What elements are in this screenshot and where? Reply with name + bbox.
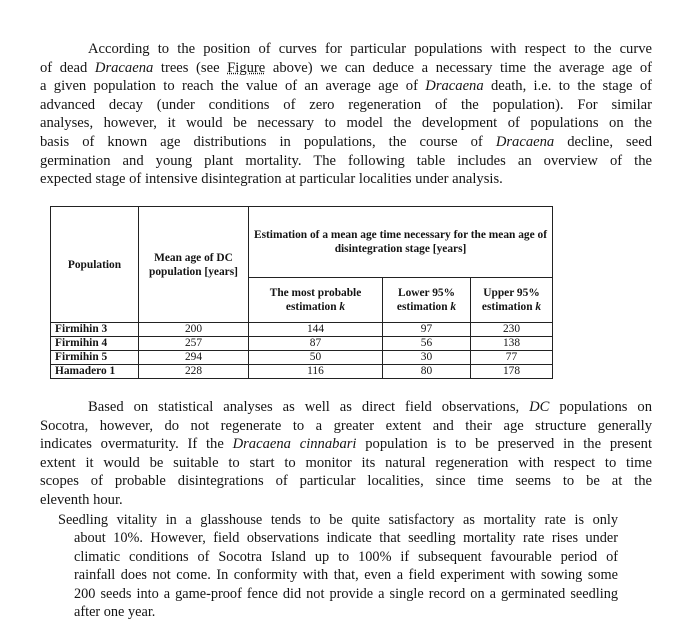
text-line: about 10%. However, field observations indicate that seedling mortality rate rises under (74, 530, 618, 547)
cell-most-probable: 50 (249, 351, 383, 365)
table-row (51, 351, 553, 365)
cell-lower: 80 (383, 365, 471, 379)
figure-reference: Figure (227, 59, 266, 76)
header-estimation: Estimation of a mean age time necessary for the mean age of disintegration stage [years] (249, 207, 553, 278)
text-line: Seedling vitality in a glasshouse tends to be quite satisfactory as mortality rate is only (58, 512, 618, 528)
italic-term: Dracaena (94, 59, 154, 76)
disintegration-table (50, 206, 553, 379)
table-row (51, 337, 553, 351)
text-line: basis of known age distributions in populations, the course of Dracaena decline, seed (40, 133, 652, 150)
text-line: after one year. (74, 604, 156, 621)
header-population: Population (51, 207, 139, 323)
cell-lower: 97 (383, 323, 471, 337)
text-line: According to the position of curves for particular populations with respect to the curve (88, 41, 652, 57)
cell-upper: 138 (471, 337, 553, 351)
text-line: Socotra, however, do not regenerate to a greater extent and their age structure generally (40, 417, 652, 434)
italic-term: Dracaena (495, 133, 555, 150)
cell-mean-age: 200 (139, 323, 249, 337)
cell-upper: 178 (471, 365, 553, 379)
text-line: expected stage of intensive disintegration at particular localities under analysis. (40, 171, 503, 188)
text-line: a given population to reach the value of an average age of Dracaena death, i.e. to the stage of (40, 78, 652, 95)
text-line: 200 seeds into a game-proof fence did not provide a single record on a germinated seedling (74, 585, 618, 602)
text-line: of dead Dracaena trees (see Figure above) we can deduce a necessary time the average age of (40, 59, 652, 76)
text-line: analyses, however, it would be necessary to model the development of populations on the (40, 115, 652, 132)
cell-population: Firmihin 5 (51, 351, 139, 365)
cell-most-probable: 87 (249, 337, 383, 351)
text-line: climatic conditions of Socotra Island up to 100% if subsequent favourable period of (74, 548, 618, 565)
text-line: eleventh hour. (40, 491, 123, 508)
text-line: Based on statistical analyses as well as direct field observations, DC populations on (88, 399, 652, 415)
cell-lower: 30 (383, 351, 471, 365)
text-line: indicates overmaturity. If the Dracaena cinnabari population is to be preserved in the present (40, 436, 652, 453)
italic-term: Dracaena cinnabari (232, 436, 357, 453)
cell-mean-age: 257 (139, 337, 249, 351)
table-row (51, 365, 553, 379)
cell-mean-age: 228 (139, 365, 249, 379)
italic-term: Dracaena (425, 78, 484, 95)
text-line: extent it would be suitable to start to monitor its natural regeneration with respect to time (40, 454, 652, 471)
cell-upper: 77 (471, 351, 553, 365)
paragraph-seedlings (58, 511, 618, 621)
cell-most-probable: 116 (249, 365, 383, 379)
header-mean-age: Mean age of DC population [years] (139, 207, 249, 323)
text-line: rainfall does not come. In conformity with that, even a field experiment with sowing some (74, 567, 618, 584)
header-lower: Lower 95% estimation k (383, 278, 471, 323)
header-most-probable: The most probable estimation k (249, 278, 383, 323)
cell-population: Hamadero 1 (51, 365, 139, 379)
cell-lower: 56 (383, 337, 471, 351)
cell-population: Firmihin 4 (51, 337, 139, 351)
cell-upper: 230 (471, 323, 553, 337)
text-line: germination and young plant mortality. The following table includes an overview of the (40, 152, 652, 169)
paragraph-regeneration (40, 398, 652, 510)
header-upper: Upper 95% estimation k (471, 278, 553, 323)
text-line: advanced decay (under conditions of zero regeneration of the population). For similar (40, 96, 652, 113)
italic-term: DC (529, 399, 550, 415)
cell-most-probable: 144 (249, 323, 383, 337)
cell-population: Firmihin 3 (51, 323, 139, 337)
paragraph-intro (40, 40, 652, 189)
table-row (51, 323, 553, 337)
cell-mean-age: 294 (139, 351, 249, 365)
text-line: scopes of probable disintegrations of particular localities, since time seems to be at the (40, 473, 652, 490)
